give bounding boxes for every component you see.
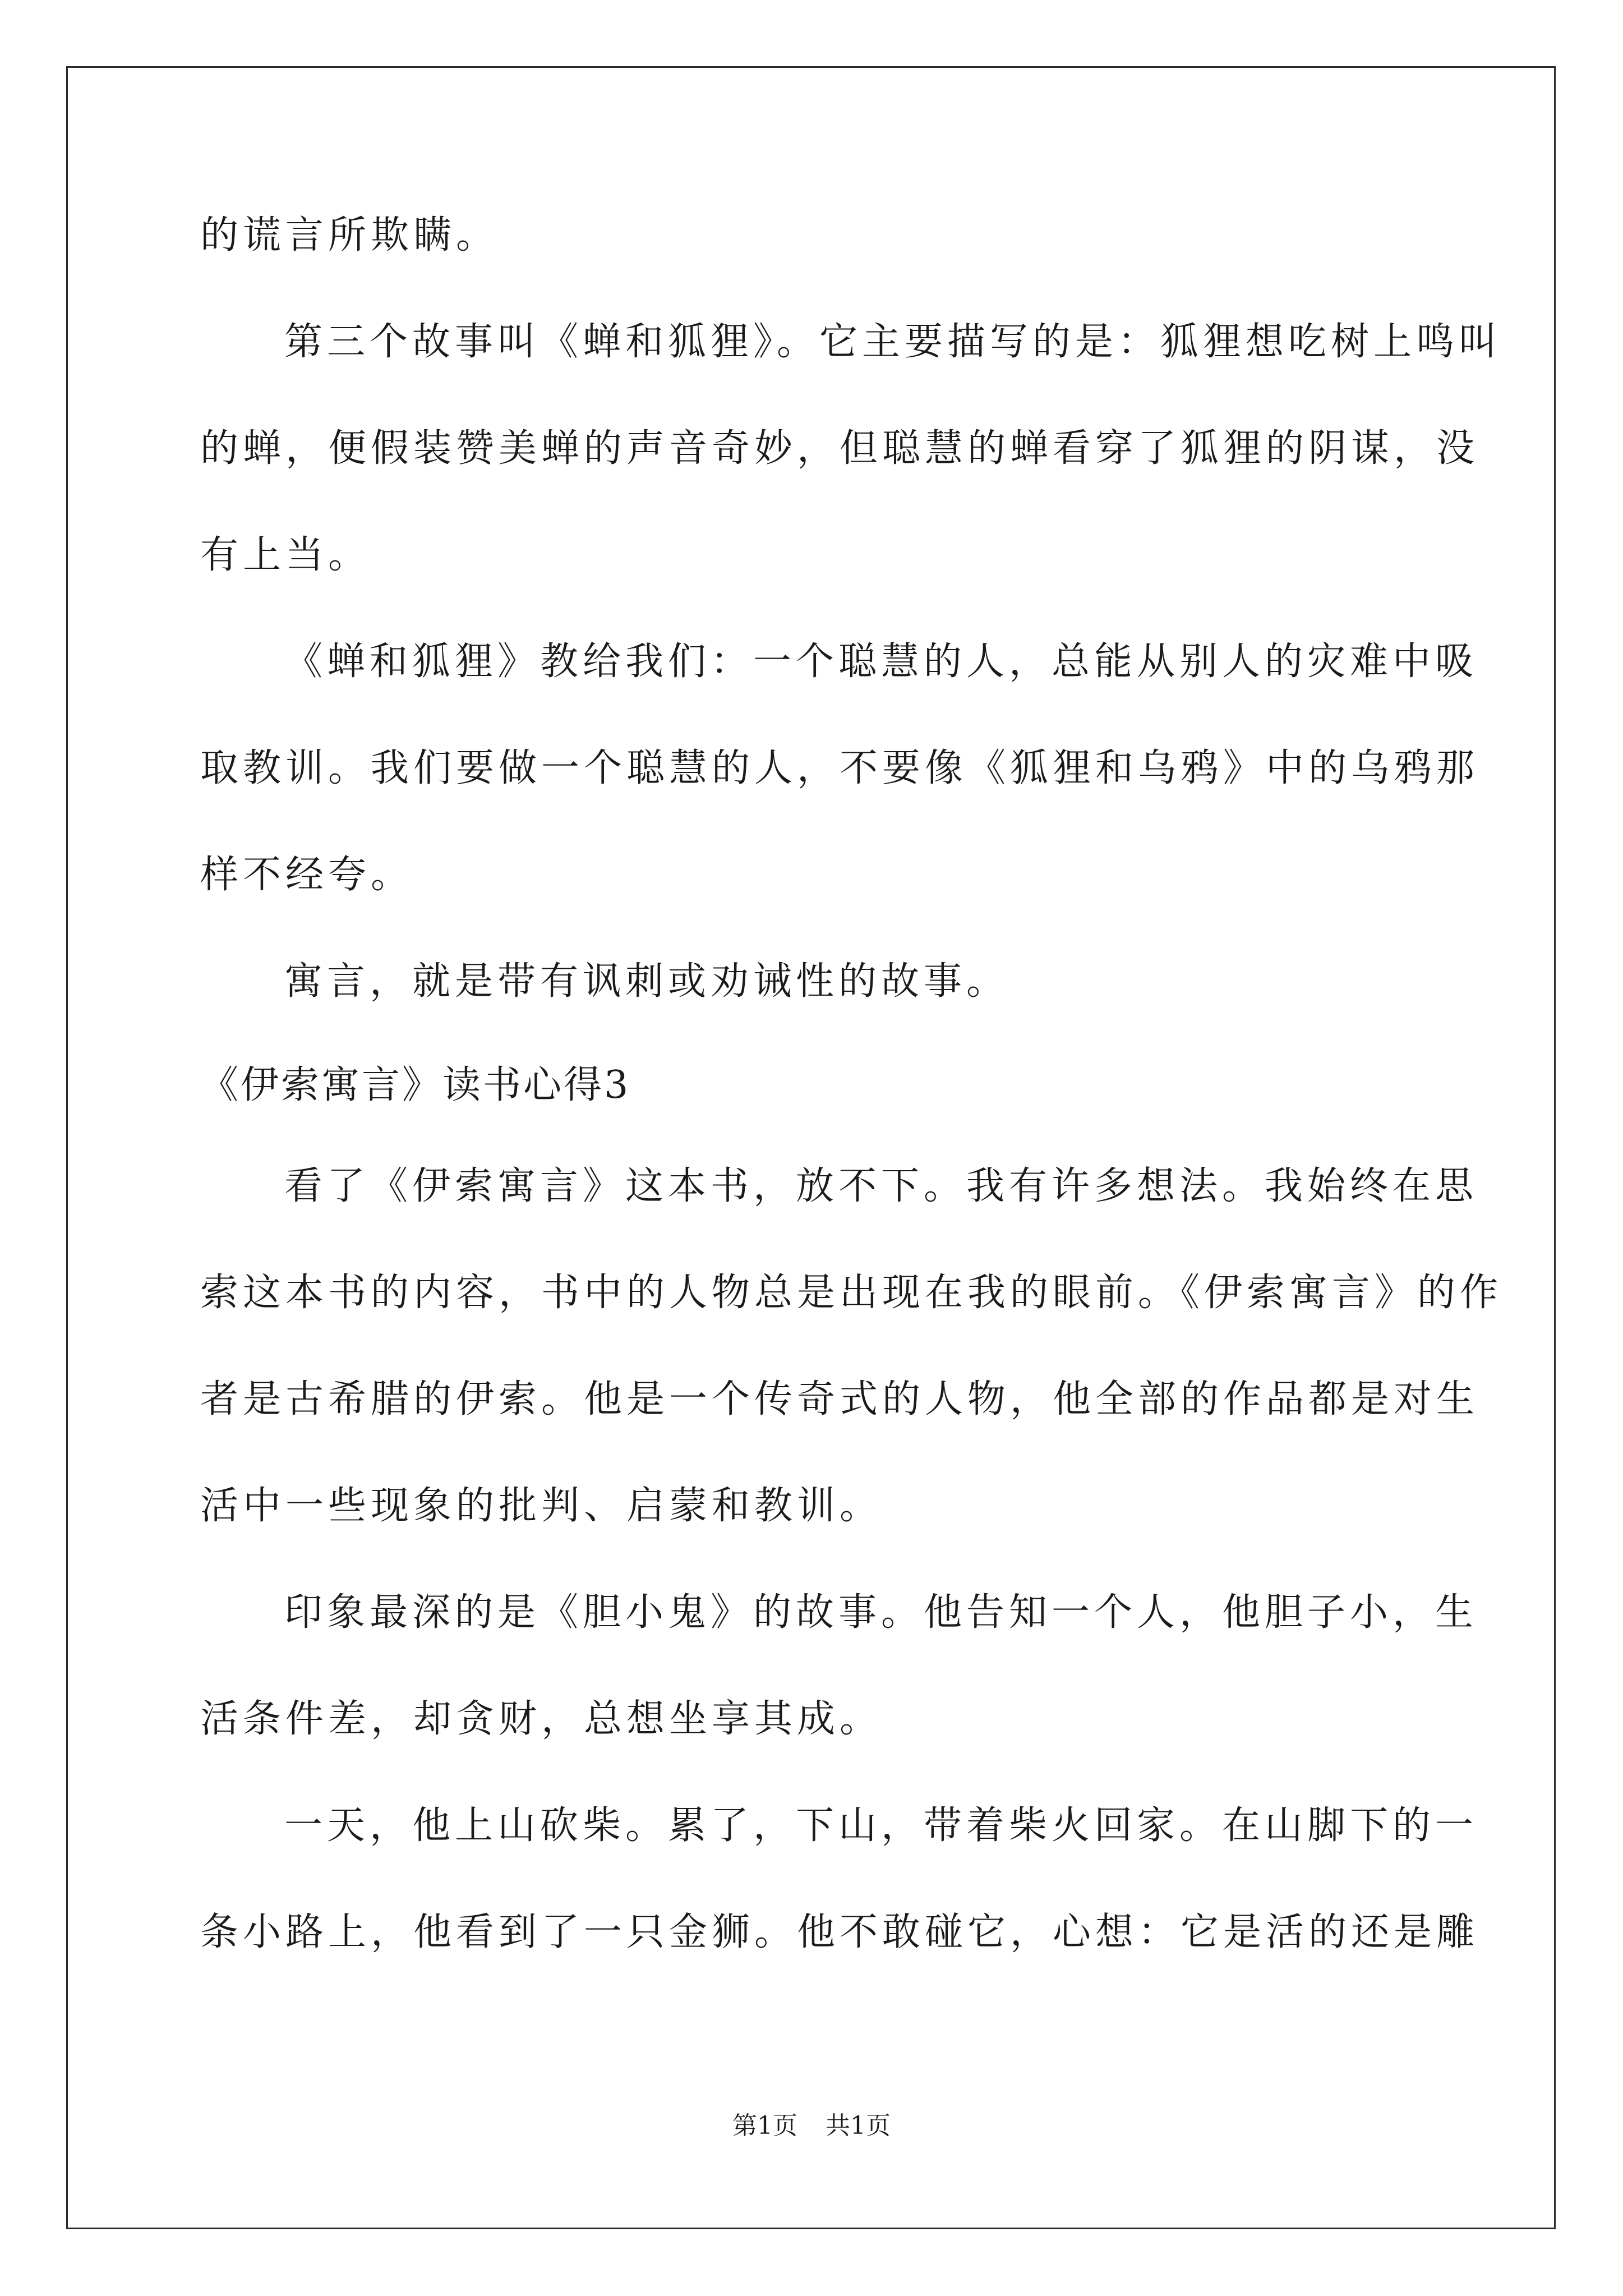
text-line: 索这本书的内容，书中的人物总是出现在我的眼前。《伊索寓言》的作 — [200, 1271, 1503, 1315]
page-number: 第1页 — [732, 2111, 797, 2140]
text-line: 看了《伊索寓言》这本书，放不下。我有许多想法。我始终在思 — [284, 1164, 1478, 1208]
text-line: 的谎言所欺瞒。 — [200, 213, 499, 257]
page-total: 共1页 — [826, 2111, 891, 2140]
text-line: 活中一些现象的批判、启蒙和教训。 — [200, 1484, 883, 1528]
text-line: 有上当。 — [200, 533, 371, 577]
text-line: 样不经夸。 — [200, 853, 414, 897]
text-line: 印象最深的是《胆小鬼》的故事。他告知一个人，他胆子小，生 — [284, 1590, 1478, 1635]
page-footer — [0, 2109, 1623, 2143]
text-line: 寓言，就是带有讽刺或劝诫性的故事。 — [284, 959, 1009, 1004]
text-line: 《蝉和狐狸》教给我们：一个聪慧的人，总能从别人的灾难中吸 — [284, 639, 1478, 684]
text-line: 条小路上，他看到了一只金狮。他不敢碰它，心想：它是活的还是雕 — [200, 1910, 1479, 1954]
text-line: 活条件差，却贪财，总想坐享其成。 — [200, 1697, 883, 1741]
section-heading: 《伊索寓言》读书心得3 — [200, 1063, 631, 1107]
text-line: 取教训。我们要做一个聪慧的人，不要像《狐狸和乌鸦》中的乌鸦那 — [200, 746, 1479, 790]
text-line: 第三个故事叫《蝉和狐狸》。它主要描写的是：狐狸想吃树上鸣叫 — [284, 320, 1502, 364]
text-line: 的蝉，便假装赞美蝉的声音奇妙，但聪慧的蝉看穿了狐狸的阴谋，没 — [200, 426, 1479, 471]
text-line: 者是古希腊的伊索。他是一个传奇式的人物，他全部的作品都是对生 — [200, 1377, 1479, 1421]
text-line: 一天，他上山砍柴。累了，下山，带着柴火回家。在山脚下的一 — [284, 1803, 1478, 1848]
